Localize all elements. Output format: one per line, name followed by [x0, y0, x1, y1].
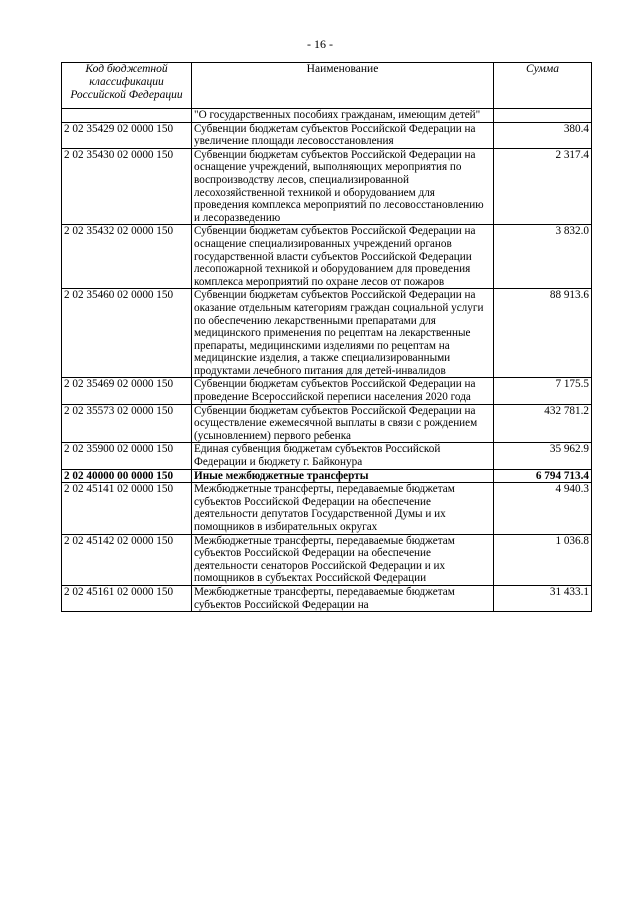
code-cell: 2 02 35432 02 0000 150 — [62, 225, 192, 289]
table-row — [62, 443, 592, 469]
sum-cell — [494, 109, 592, 123]
name-cell: Межбюджетные трансферты, передаваемые бюджетам субъектов Российской Федерации на обеспечение деятельности депутатов Государственной Думы и их помощников в избирательных округах — [192, 483, 494, 534]
header-name: Наименование — [192, 63, 494, 109]
sum-cell: 1 036.8 — [494, 534, 592, 585]
table-body — [62, 109, 592, 612]
code-cell: 2 02 35469 02 0000 150 — [62, 378, 192, 404]
name-cell: Субвенции бюджетам субъектов Российской Федерации на увеличение площади лесовосстановления — [192, 122, 494, 148]
header-code: Код бюджетной классификации Российской Федерации — [62, 63, 192, 109]
code-cell: 2 02 35460 02 0000 150 — [62, 289, 192, 378]
name-cell: Субвенции бюджетам субъектов Российской Федерации на осуществление ежемесячной выплаты в связи с рождением (усыновлением) первого ребенка — [192, 404, 494, 443]
sum-cell: 88 913.6 — [494, 289, 592, 378]
sum-cell: 35 962.9 — [494, 443, 592, 469]
name-cell: Субвенции бюджетам субъектов Российской Федерации на оказание отдельным категориям граждан социальной услуги по обеспечению лекарственными препаратами для медицинского применения по рецептам на лекарственные препараты, медицинскими изделиями по рецептам на медицинские изделия, а также специализированными продуктами лечебного питания для детей-инвалидов — [192, 289, 494, 378]
name-cell: Субвенции бюджетам субъектов Российской Федерации на оснащение учреждений, выполняющих мероприятия по воспроизводству лесов, специализированной лесохозяйственной техникой и оборудованием для проведения комплекса мероприятий по лесовосстановлению и лесоразведению — [192, 148, 494, 225]
sum-cell: 4 940.3 — [494, 483, 592, 534]
table-row — [62, 109, 592, 123]
table-row — [62, 585, 592, 611]
table-row — [62, 148, 592, 225]
table-header-row — [62, 63, 592, 109]
sum-cell: 31 433.1 — [494, 585, 592, 611]
sum-cell: 7 175.5 — [494, 378, 592, 404]
table-row — [62, 122, 592, 148]
table-row — [62, 469, 592, 483]
code-cell: 2 02 35900 02 0000 150 — [62, 443, 192, 469]
name-cell: "О государственных пособиях гражданам, имеющим детей" — [192, 109, 494, 123]
table-row — [62, 289, 592, 378]
name-cell: Иные межбюджетные трансферты — [192, 469, 494, 483]
budget-table — [61, 62, 592, 612]
sum-cell: 380.4 — [494, 122, 592, 148]
name-cell: Межбюджетные трансферты, передаваемые бюджетам субъектов Российской Федерации на обеспечение деятельности сенаторов Российской Федерации и их помощников в субъектах Российской Федерации — [192, 534, 494, 585]
code-cell — [62, 109, 192, 123]
code-cell: 2 02 45142 02 0000 150 — [62, 534, 192, 585]
code-cell: 2 02 35429 02 0000 150 — [62, 122, 192, 148]
table-row — [62, 404, 592, 443]
table-row — [62, 534, 592, 585]
name-cell: Субвенции бюджетам субъектов Российской Федерации на проведение Всероссийской переписи населения 2020 года — [192, 378, 494, 404]
sum-cell: 432 781.2 — [494, 404, 592, 443]
table-row — [62, 225, 592, 289]
sum-cell: 6 794 713.4 — [494, 469, 592, 483]
code-cell: 2 02 35430 02 0000 150 — [62, 148, 192, 225]
code-cell: 2 02 45141 02 0000 150 — [62, 483, 192, 534]
code-cell: 2 02 35573 02 0000 150 — [62, 404, 192, 443]
table-row — [62, 483, 592, 534]
page-number: - 16 - — [307, 37, 333, 51]
code-cell: 2 02 45161 02 0000 150 — [62, 585, 192, 611]
code-cell: 2 02 40000 00 0000 150 — [62, 469, 192, 483]
name-cell: Межбюджетные трансферты, передаваемые бюджетам субъектов Российской Федерации на — [192, 585, 494, 611]
name-cell: Единая субвенция бюджетам субъектов Российской Федерации и бюджету г. Байконура — [192, 443, 494, 469]
sum-cell: 2 317.4 — [494, 148, 592, 225]
header-sum: Сумма — [494, 63, 592, 109]
sum-cell: 3 832.0 — [494, 225, 592, 289]
name-cell: Субвенции бюджетам субъектов Российской Федерации на оснащение специализированных учреждений органов государственной власти субъектов Российской Федерации лесопожарной техникой и оборудованием для проведения комплекса мероприятий по охране лесов от пожаров — [192, 225, 494, 289]
table-row — [62, 378, 592, 404]
